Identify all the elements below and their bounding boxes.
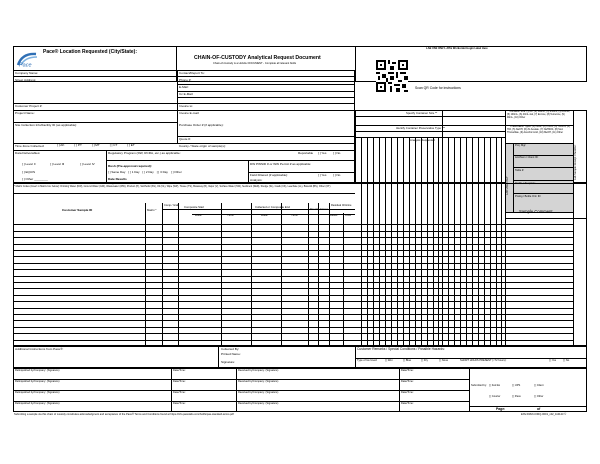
location-requested-label: Pace® Location Requested (City/State): xyxy=(43,49,137,55)
received-4-label: Received by/Company: (Signature) xyxy=(238,402,279,405)
received-4-datetime: Date/Time: xyxy=(401,402,414,405)
dd-level-iii[interactable]: [ ] Level III xyxy=(50,162,65,166)
received-1-label: Received by/Company: (Signature) xyxy=(238,369,279,372)
table-row[interactable] xyxy=(13,333,573,334)
requested-label: Requested: xyxy=(108,181,124,185)
reportable-label: Reportable xyxy=(298,151,314,155)
data-deliverables-label: Data Deliverables: xyxy=(15,151,41,155)
acctnum-label: AcctNum / Client ID: xyxy=(515,156,539,159)
report-to-label: Contact/Report To: xyxy=(179,71,205,75)
signature-label: Signature: xyxy=(221,360,236,364)
result-header: Result xyxy=(330,214,338,217)
comp-header: Comp / Grab xyxy=(164,204,179,207)
dd-equis[interactable]: [ ] EQUIS xyxy=(22,170,36,174)
proj-mgr-label: Proj. Mgr: xyxy=(515,144,527,147)
rush-3-day[interactable]: [ ] 3 Day xyxy=(156,170,168,174)
submitted-fedex[interactable]: [ ] Fed Ex xyxy=(489,384,501,387)
residual-chlorine-header: Residual Chlorine xyxy=(331,204,352,207)
relinquished-2-datetime: Date/Time: xyxy=(173,380,186,383)
table-row[interactable] xyxy=(13,224,573,225)
qr-code-icon xyxy=(376,60,408,92)
ice-none[interactable]: [ ] None xyxy=(439,359,449,362)
lab-sample-checklist-label: Lab Sample Receipt Checklist: xyxy=(574,144,577,180)
identify-preservative-label: Identify Container Preservative Type *** xyxy=(396,126,446,130)
table-row[interactable] xyxy=(13,269,573,270)
received-3-label: Received by/Company: (Signature) xyxy=(238,391,279,394)
start-time-header: Time xyxy=(227,213,234,217)
relinquished-4-datetime: Date/Time: xyxy=(173,402,186,405)
analysis-label: Analysis: xyxy=(250,178,263,182)
rush-other[interactable]: [ ] Other xyxy=(170,170,182,174)
table-row[interactable] xyxy=(13,276,573,277)
received-1-datetime: Date/Time: xyxy=(401,369,414,372)
specify-container-label: Specify Container Size ** xyxy=(406,111,438,115)
email-label: E-Mail: xyxy=(179,85,189,89)
submitted-client[interactable]: [ ] Client xyxy=(534,384,544,387)
rush-same-day[interactable]: [ ] Same Day xyxy=(108,170,126,174)
site-collection-label: Site Collection Info/Facility ID (as applicable): xyxy=(15,123,78,127)
table-row[interactable] xyxy=(13,288,573,289)
preservative-codes: *** Preservative Types: (1) None, (2) HNO3, (3) H2SO4, (4) HCl, (5) NaOH, (6) Zn Acetate, (7) NaHSO4, (8) Sod. Thiosulfate, (9) Ascorbic Acid, (10) MeOH, (11) Other xyxy=(507,125,570,134)
date-results-label: Date Results xyxy=(108,177,127,181)
tz-pt[interactable]: [ ] PT xyxy=(74,143,82,147)
tz-et[interactable]: [ ] ET xyxy=(127,143,135,147)
ice-wet[interactable]: [ ] Wet xyxy=(385,359,393,362)
table-row[interactable] xyxy=(13,340,573,341)
num-cont-header: # Cont. xyxy=(320,208,329,211)
invoice-email-label: Invoice E-mail: xyxy=(179,111,200,115)
dd-other[interactable]: [ ] Other ________ xyxy=(22,177,48,181)
rush-1-day[interactable]: [ ] 1 Day xyxy=(128,170,140,174)
table-row[interactable] xyxy=(13,308,573,309)
regulatory-program-label: Regulatory Program (DW, RCRA, etc.) as applicable: xyxy=(108,151,181,155)
page-label: Page: xyxy=(496,407,506,411)
county-state-label: County / State origin of sample(s): xyxy=(179,144,226,148)
end-time-header: Time xyxy=(291,213,298,217)
relinquished-2-label: Relinquished by/Company: (Signature) xyxy=(15,380,60,383)
reportable-no[interactable]: [ ] No xyxy=(333,151,341,155)
cc-email-label: Cc E-Mail: xyxy=(179,92,194,96)
submitted-by-label: Submitted by: xyxy=(471,384,487,387)
printed-name-label: Printed Name: xyxy=(221,352,241,356)
field-filtered-yes[interactable]: [ ] Yes xyxy=(318,173,327,177)
submitted-courier[interactable]: [ ] Courier xyxy=(489,395,501,398)
units-header: Units xyxy=(345,214,351,217)
table-row[interactable] xyxy=(13,301,573,302)
end-date-header: Date xyxy=(261,213,268,217)
reportable-yes[interactable]: [ ] Yes xyxy=(318,151,327,155)
pace-logo-icon xyxy=(16,51,40,67)
composite-start-header: Composite Start xyxy=(184,205,205,209)
table-row[interactable] xyxy=(13,314,573,315)
dd-level-ii[interactable]: [ ] Level II xyxy=(22,162,36,166)
collected-by-label: Collected By: xyxy=(221,347,240,351)
ice-dry[interactable]: [ ] Dry xyxy=(421,359,428,362)
table-row[interactable] xyxy=(13,320,573,321)
short-holds-yes[interactable]: [ ] Yes xyxy=(549,359,557,362)
relinquished-1-datetime: Date/Time: xyxy=(173,369,186,372)
customer-remarks-label: Customer Remarks / Special Conditions / Possible Hazards: xyxy=(357,347,445,351)
lab-use-label: LAB USE ONLY- Affix Workorder/Login Label Here xyxy=(426,47,488,50)
relinquished-4-label: Relinquished by/Company: (Signature) xyxy=(15,402,60,405)
form-subtitle: Chain-of-Custody is a LEGAL DOCUMENT - Complete all relevant fields xyxy=(213,62,297,65)
phone-label: Phone #: xyxy=(179,78,192,82)
quote-label: Quote #: xyxy=(179,137,191,141)
profile-template-label: Profile / Template: xyxy=(515,182,536,185)
container-size-codes: ** Container Size: (1) 1L, (2) 500mL, (3) 250mL, (4) 125mL, (5) 100mL, (6) 40mL vial, (7) Encore, (8) Terracore, (9) 90mL, (10) Other xyxy=(507,110,571,119)
logo-text: Pace xyxy=(19,62,32,67)
relinquished-3-label: Relinquished by/Company: (Signature) xyxy=(15,391,60,394)
additional-instructions-box xyxy=(13,346,587,368)
matrix-header: Matrix * xyxy=(147,208,157,212)
type-ice-label: Type of Ice Used: xyxy=(357,359,378,362)
table-num-label: Table #: xyxy=(515,169,525,172)
relinquished-3-datetime: Date/Time: xyxy=(173,391,186,394)
customer-project-label: Customer Project #: xyxy=(15,104,43,108)
analysis-requested-label: Analysis Requested xyxy=(410,138,435,142)
table-row[interactable] xyxy=(13,295,573,296)
project-name-label: Project Name: xyxy=(15,111,35,115)
rush-2-day[interactable]: [ ] 2 Day xyxy=(142,170,154,174)
tz-mt[interactable]: [ ] MT xyxy=(91,143,100,147)
doc-id: ENV-FRM-CORQ-0019_v02_110123 © xyxy=(521,413,567,416)
ice-blue[interactable]: [ ] Blue xyxy=(403,359,412,362)
invoice-to-label: Invoice to: xyxy=(179,104,194,108)
collected-end-header: Collected or Composite End xyxy=(255,205,290,209)
street-address-label: Street Address: xyxy=(15,78,37,82)
rush-options xyxy=(108,171,182,174)
sample-rows xyxy=(13,218,587,346)
page-of-label: of xyxy=(537,407,541,411)
table-row[interactable] xyxy=(13,244,573,245)
scan-qr-label: Scan QR Code for instructions xyxy=(415,86,461,90)
matrix-codes-note: * Matrix Codes (Insert in Matrix box below): Drinking Water (DW), Ground Water (GW), Wastewater (WW), Product (P), Soil/Solid (SS), Oil (OL), Wipe (WP), Tissue (TS), Bioassay (B), Vapor (V), Surface Water (SW), Sediment (SED), Sludge (SL), Caulk (CK), Leachate (LL), Biosolid (BS), Other (OT) xyxy=(14,185,331,188)
dd-level-iv[interactable]: [ ] Level IV xyxy=(80,162,95,166)
submitted-pace[interactable]: [ ] Pace xyxy=(512,395,521,398)
tz-ak[interactable]: [ ] AK xyxy=(57,143,65,147)
terms-disclaimer: Submitting a sample via this chain of custody constitutes acknowledgment and acceptance of the Pace® Terms and Conditions found at https://info.pacelabs.com/hubfs/pas-standard-terms.pdf xyxy=(14,413,234,416)
table-row[interactable] xyxy=(13,282,573,283)
start-date-header: Date xyxy=(195,213,202,217)
received-2-label: Received by/Company: (Signature) xyxy=(238,380,279,383)
time-zone-options xyxy=(57,144,135,147)
res-cl-header: Res Cl xyxy=(310,208,318,211)
prelog-label: Prelog / Bottle Ord. ID: xyxy=(515,195,542,198)
company-name-label: Company Name: xyxy=(15,71,39,75)
short-holds-no[interactable]: [ ] No xyxy=(563,359,570,362)
table-row[interactable] xyxy=(13,256,573,257)
table-row[interactable] xyxy=(13,327,573,328)
table-row[interactable] xyxy=(13,237,573,238)
received-3-datetime: Date/Time: xyxy=(401,391,414,394)
table-row[interactable] xyxy=(13,231,573,232)
dw-pws-label: DW PWSID # or WW Permit # as applicable: xyxy=(250,162,312,166)
short-holds-label: SHORT HOLDS PRESENT (<72 hours): xyxy=(460,359,507,362)
purchase-order-label: Purchase Order # (if applicable): xyxy=(179,123,224,127)
additional-instructions-label: Additional Instructions from Pace®: xyxy=(15,347,64,351)
submitted-ups[interactable]: [ ] UPS xyxy=(512,384,521,387)
table-row[interactable] xyxy=(13,250,573,251)
form-title: CHAIN-OF-CUSTODY Analytical Request Document xyxy=(194,55,321,61)
time-zone-label: Time Zone Collected: xyxy=(15,144,45,148)
sample-comment-label: Sample Comment xyxy=(519,209,553,214)
lab-use-only-label: LAB USE ONLY xyxy=(506,176,509,195)
received-2-datetime: Date/Time: xyxy=(401,380,414,383)
field-filtered-no[interactable]: [ ] No xyxy=(333,173,341,177)
sample-id-header: Customer Sample ID xyxy=(62,208,93,212)
tz-ct[interactable]: [ ] CT xyxy=(109,143,118,147)
field-filtered-label: Field Filtered (if applicable): xyxy=(250,173,288,177)
rush-label: Rush (Pre-approval required): xyxy=(108,164,152,168)
relinquished-1-label: Relinquished by/Company: (Signature) xyxy=(15,369,60,372)
submitted-other[interactable]: [ ] Other xyxy=(534,395,544,398)
table-row[interactable] xyxy=(13,263,573,264)
